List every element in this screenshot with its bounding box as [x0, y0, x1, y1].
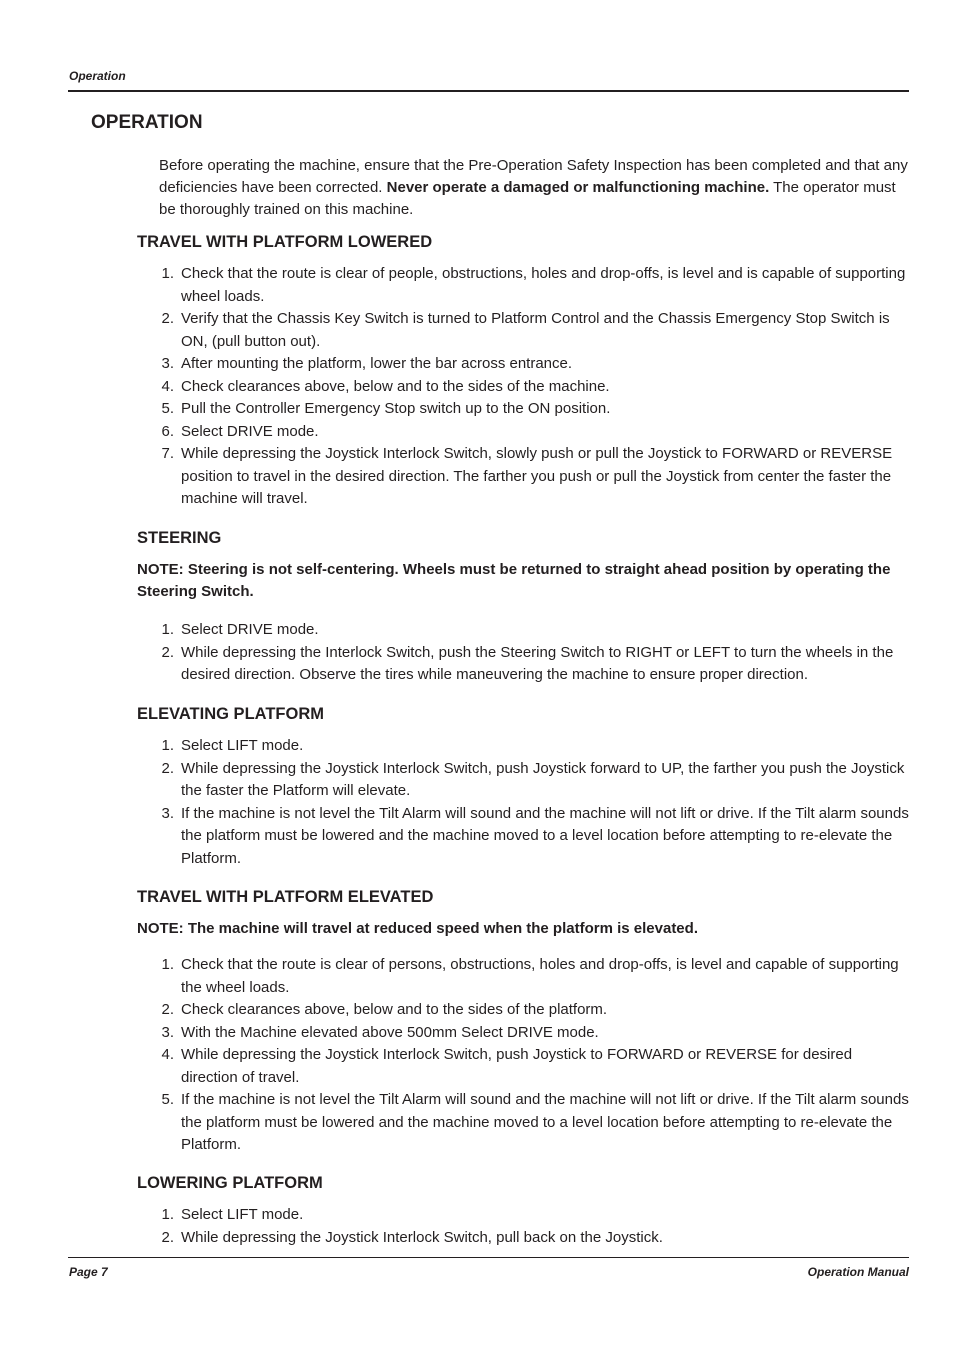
- intro-paragraph: [159, 155, 909, 221]
- section-heading: TRAVEL WITH PLATFORM LOWERED: [137, 233, 433, 251]
- list-item: 2. While depressing the Interlock Switch, push the Steering Switch to RIGHT or LEFT to turn the wheels in the desired direction. Observe the tires while maneuvering the machine to ensure proper direction.: [161, 643, 894, 683]
- list-item: 2. Check clearances above, below and to the sides of the platform.: [161, 1001, 608, 1018]
- list-item: 2. While depressing the Joystick Interlock Switch, pull back on the Joystick.: [161, 1228, 663, 1246]
- header-rule: [68, 90, 909, 92]
- section-heading: STEERING: [137, 529, 222, 547]
- section-travel-elevated: [137, 886, 909, 1157]
- list-item: 1. Select LIFT mode.: [161, 737, 304, 754]
- steps-list: [137, 263, 909, 511]
- list-item: 7. While depressing the Joystick Interlock Switch, slowly push or pull the Joystick to FORWARD or REVERSE position to travel in the desired direction. The farther you push or pull the Joystick from center the faster the machine will travel.: [161, 445, 893, 507]
- steps-list: [137, 954, 909, 1157]
- running-header: Operation: [69, 69, 126, 83]
- list-item: 5. If the machine is not level the Tilt Alarm will sound and the machine will not lift or drive. If the Tilt alarm sounds the platform must be lowered and the machine moved to a level location before attempting to re-elevate the Platform.: [161, 1091, 909, 1153]
- section-steering: [137, 527, 909, 687]
- list-item: 4. Check clearances above, below and to the sides of the machine.: [161, 377, 610, 395]
- page-number: Page 7: [69, 1265, 108, 1279]
- page-title: OPERATION: [91, 112, 203, 133]
- list-item: 4. While depressing the Joystick Interlock Switch, push Joystick to FORWARD or REVERSE for desired direction of travel.: [161, 1046, 853, 1086]
- section-heading: TRAVEL WITH PLATFORM ELEVATED: [137, 888, 434, 906]
- section-lowering: [137, 1172, 909, 1249]
- section-heading: LOWERING PLATFORM: [137, 1174, 323, 1192]
- list-item: 3. If the machine is not level the Tilt Alarm will sound and the machine will not lift or drive. If the Tilt alarm sounds the platform must be lowered and the machine moved to a level location before attempting to re-elevate the Platform.: [161, 804, 909, 867]
- list-item: 2. While depressing the Joystick Interlock Switch, push Joystick forward to UP, the farther you push the Joystick the faster the Platform will elevate.: [161, 759, 905, 799]
- list-item: 3. With the Machine elevated above 500mm Select DRIVE mode.: [161, 1023, 599, 1041]
- steps-list: [137, 1204, 909, 1249]
- section-note: NOTE: Steering is not self-centering. Wheels must be returned to straight ahead position by operating the Steering Switch.: [137, 561, 891, 600]
- section-note: NOTE: The machine will travel at reduced speed when the platform is elevated.: [137, 920, 698, 937]
- footer-rule: [68, 1257, 909, 1258]
- section-travel-lowered: [137, 231, 909, 511]
- intro-warning: Never operate a damaged or malfunctioning machine.: [386, 179, 770, 196]
- manual-title: Operation Manual: [807, 1265, 909, 1279]
- section-elevating: [137, 703, 909, 870]
- list-item: 2. Verify that the Chassis Key Switch is turned to Platform Control and the Chassis Emergency Stop Switch is ON, (pull button out).: [161, 310, 890, 350]
- list-item: 1. Check that the route is clear of persons, obstructions, holes and drop-offs, is level and capable of supporting the wheel loads.: [161, 956, 899, 996]
- intro-text: Before operating the machine, ensure that the Pre-Operation Safety Inspection has been completed and that any deficiencies have been corrected.: [159, 157, 908, 196]
- list-item: 1. Select LIFT mode.: [161, 1206, 304, 1223]
- list-item: 3. After mounting the platform, lower the bar across entrance.: [161, 355, 573, 372]
- list-item: 5. Pull the Controller Emergency Stop switch up to the ON position.: [161, 400, 611, 417]
- list-item: 1. Select DRIVE mode.: [161, 621, 319, 638]
- steps-list: [137, 619, 909, 687]
- section-heading: ELEVATING PLATFORM: [137, 705, 324, 723]
- steps-list: [137, 735, 909, 870]
- intro-text-end: The operator must be thoroughly trained on this machine.: [159, 179, 896, 218]
- list-item: 6. Select DRIVE mode.: [161, 422, 319, 440]
- list-item: 1. Check that the route is clear of people, obstructions, holes and drop-offs, is level and is capable of supporting wheel loads.: [161, 265, 906, 305]
